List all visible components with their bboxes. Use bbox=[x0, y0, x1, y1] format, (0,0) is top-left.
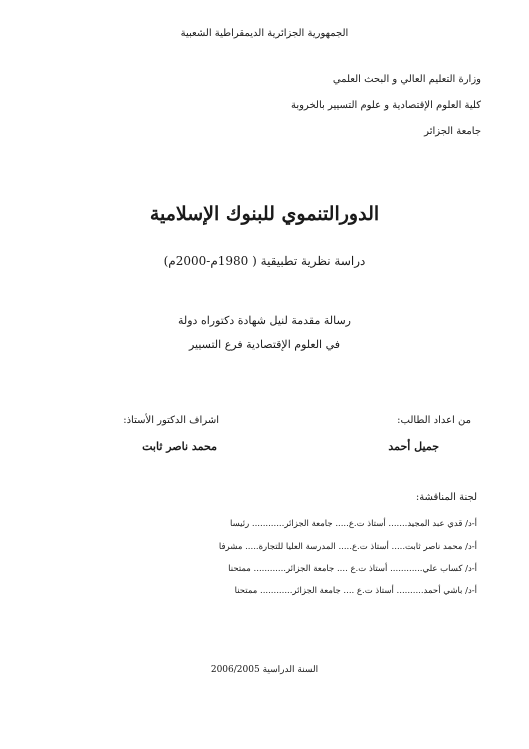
committee-member: أ-د/ باشي أحمد.......... أستاذ ت.ع .... جامعة الجزائر............ ممتحنا bbox=[234, 586, 477, 596]
committee-member: أ-د/ محمد ناصر ثابت..... أستاذ ت.ع..... المدرسة العليا للتجارة..... مشرفا bbox=[218, 542, 477, 552]
ministry-name: وزارة التعليم العالي و البحث العلمي bbox=[332, 74, 481, 85]
committee-title: لجنة المناقشة: bbox=[415, 492, 477, 503]
academic-year: السنة الدراسية 2006/2005 bbox=[210, 665, 319, 675]
student-label: من اعداد الطالب: bbox=[397, 415, 471, 426]
supervisor-name: محمد ناصر ثابت bbox=[142, 440, 217, 453]
university-name: جامعة الجزائر bbox=[424, 126, 481, 137]
supervisor-label: اشراف الدكتور الأستاذ: bbox=[123, 415, 219, 426]
specialty-line: في العلوم الإقتصادية فرع التسيير bbox=[188, 338, 341, 351]
thesis-subtitle: دراسة نظرية تطبيقية ( 1980م-2000م) bbox=[163, 254, 366, 268]
faculty-name: كلية العلوم الإقتصادية و علوم التسيير بالخروبة bbox=[290, 100, 481, 111]
committee-member: أ-د/ قدي عبد المجيد....... أستاذ ت.ع..... جامعة الجزائر............ رئيسا bbox=[229, 519, 477, 529]
thesis-title: الدورالتنموي للبنوك الإسلامية bbox=[149, 203, 380, 225]
degree-line: رسالة مقدمة لنيل شهادة دكتوراه دولة bbox=[178, 314, 351, 327]
republic-name: الجمهورية الجزائرية الديمقراطية الشعبية bbox=[180, 28, 349, 39]
committee-member: أ-د/ كساب علي............ أستاذ ت.ع .... جامعة الجزائر............ ممتحنا bbox=[228, 564, 477, 574]
student-name: جميل أحمد bbox=[388, 440, 439, 453]
